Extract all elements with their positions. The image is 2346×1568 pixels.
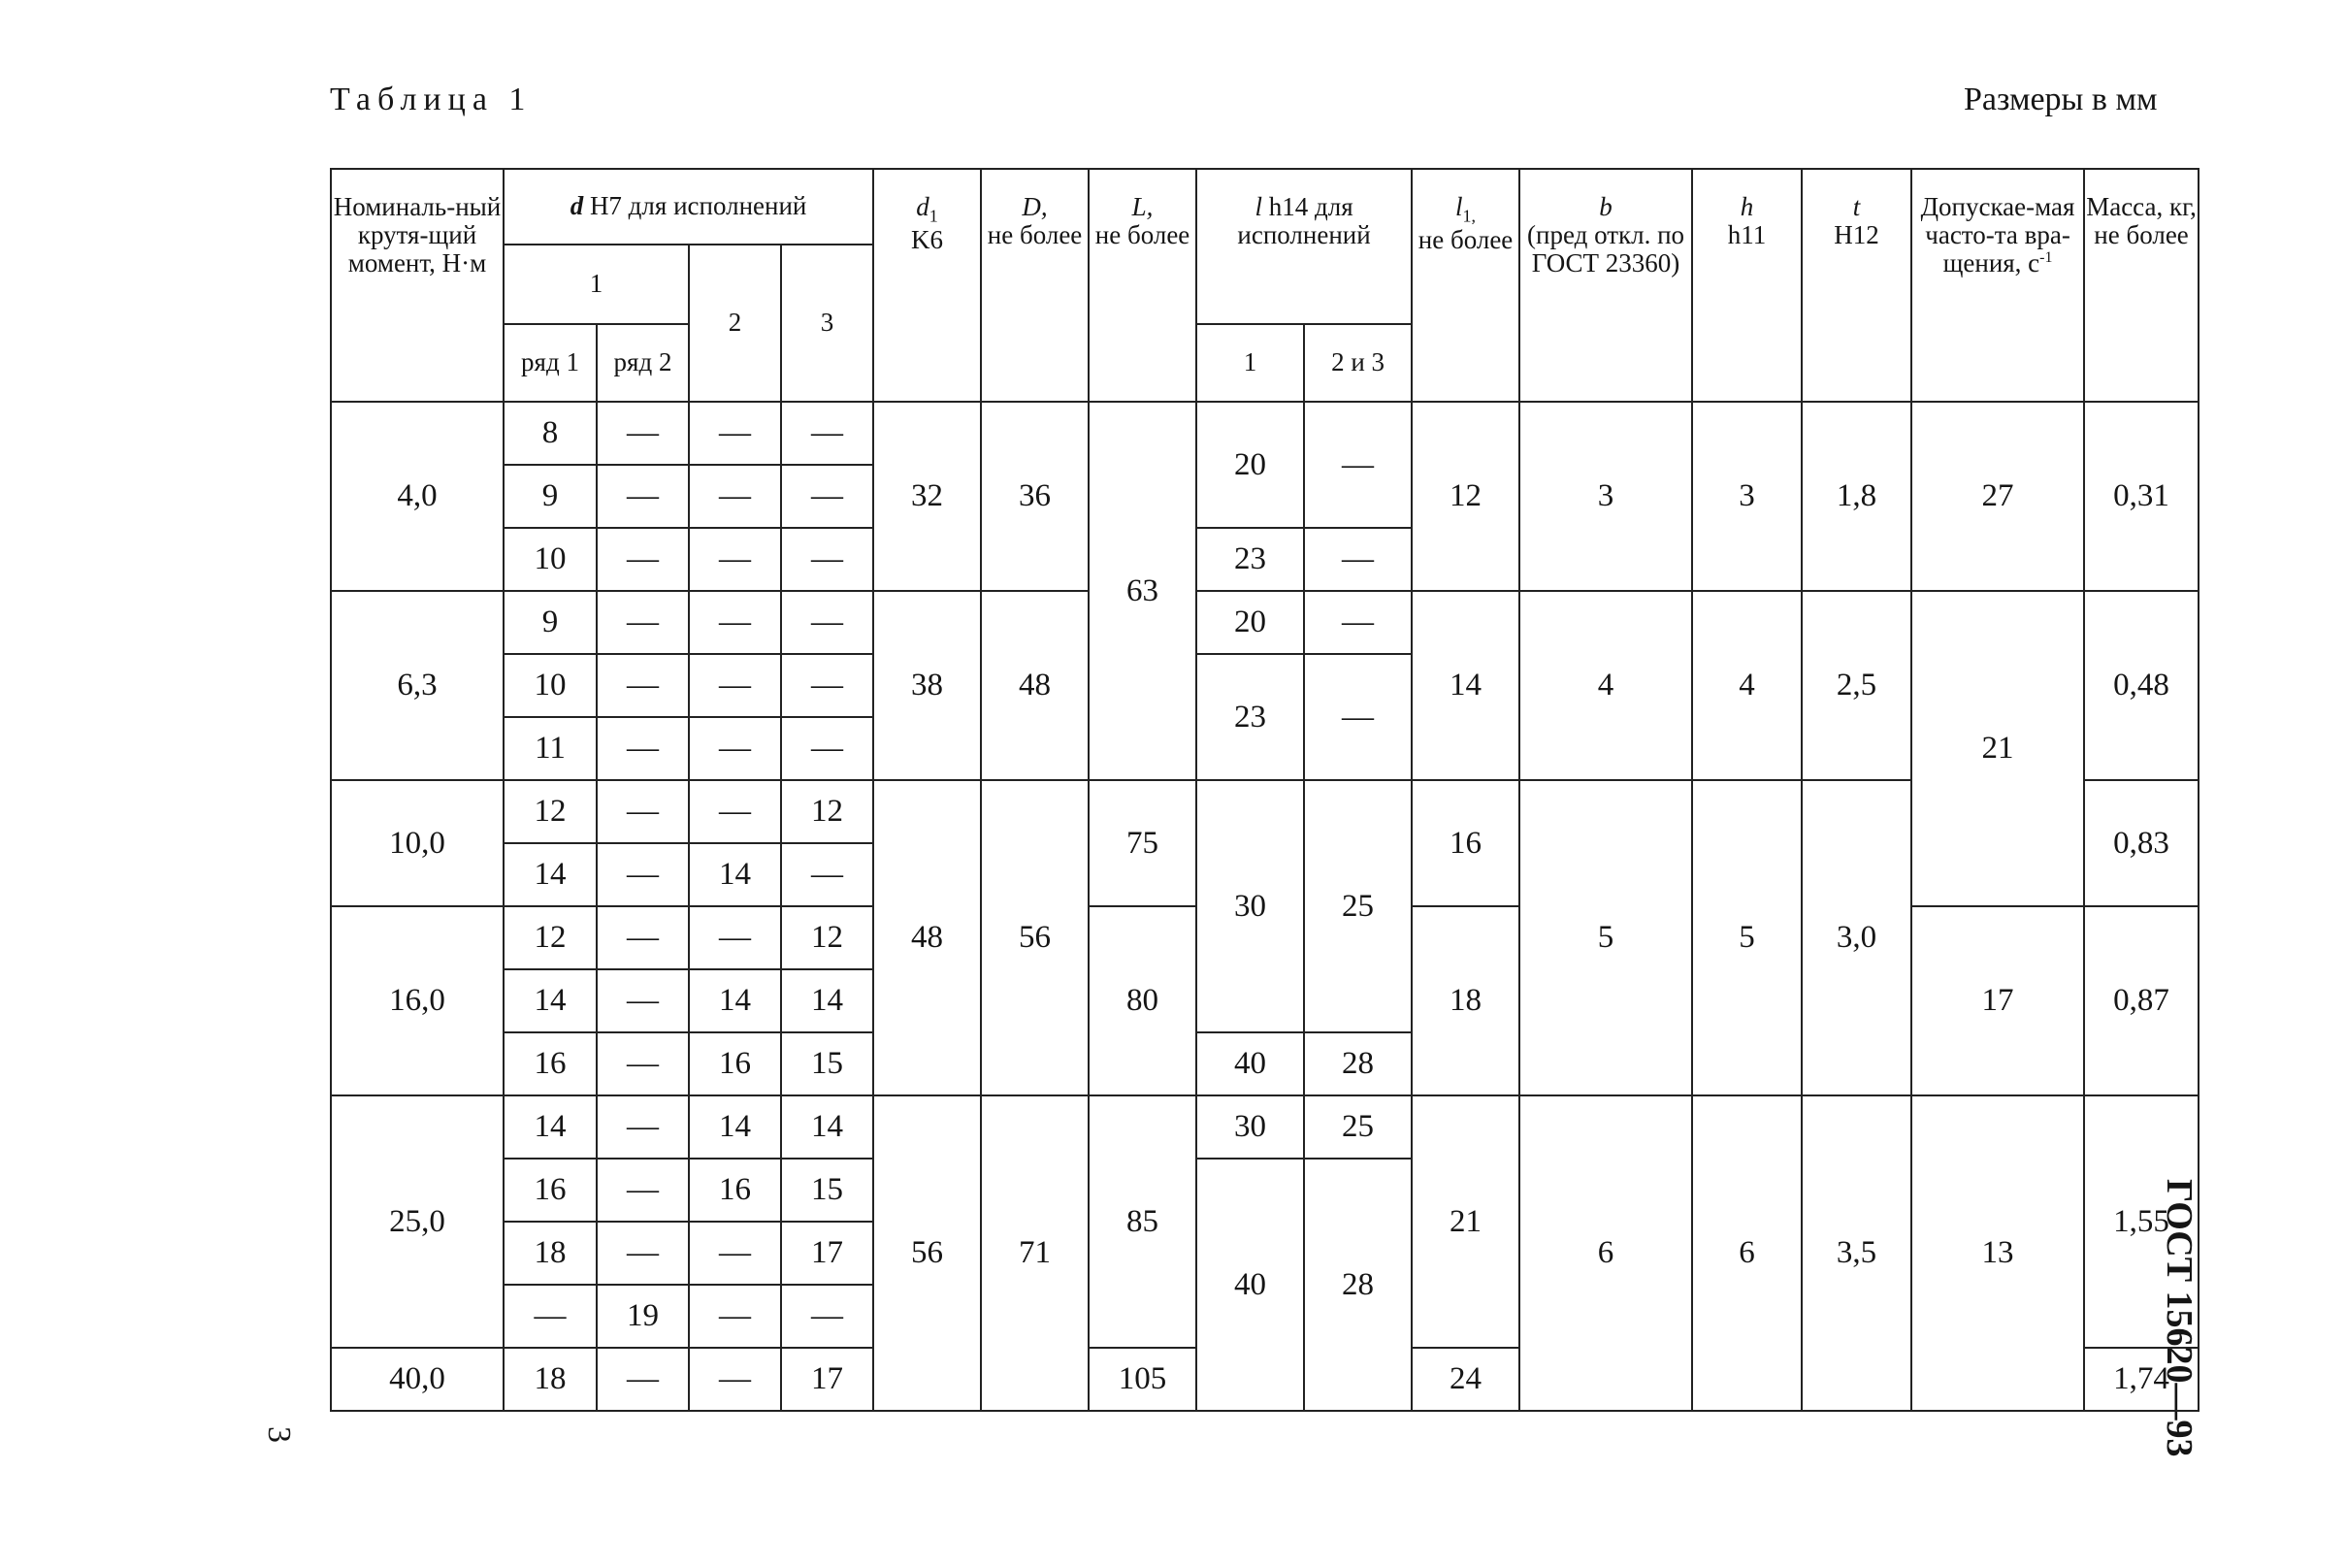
cell-h: 6 bbox=[1692, 1095, 1802, 1411]
header-d bbox=[504, 169, 873, 245]
cell-D: 48 bbox=[981, 591, 1089, 780]
cell-exec3: — bbox=[781, 654, 873, 717]
cell-l1: 18 bbox=[1412, 906, 1519, 1095]
header-l-symbol: l bbox=[1254, 192, 1262, 221]
header-d1-symbol: d bbox=[916, 192, 929, 221]
cell-torque: 40,0 bbox=[331, 1348, 504, 1411]
cell-d1: 38 bbox=[873, 591, 981, 780]
cell-exec3: — bbox=[781, 1285, 873, 1348]
cell-row1: 11 bbox=[504, 717, 597, 780]
cell-l-exec23: 28 bbox=[1304, 1032, 1412, 1095]
cell-l-exec1: 20 bbox=[1196, 402, 1304, 528]
cell-mass: 0,31 bbox=[2084, 402, 2199, 591]
cell-exec3: 17 bbox=[781, 1348, 873, 1411]
cell-exec2: 14 bbox=[689, 843, 781, 906]
cell-row2: — bbox=[597, 1159, 689, 1222]
cell-h: 4 bbox=[1692, 591, 1802, 780]
cell-row1: 14 bbox=[504, 1095, 597, 1159]
cell-torque: 10,0 bbox=[331, 780, 504, 906]
header-d1 bbox=[873, 169, 981, 402]
header-b bbox=[1519, 169, 1692, 402]
cell-row1: 18 bbox=[504, 1222, 597, 1285]
cell-l-exec1: 20 bbox=[1196, 591, 1304, 654]
table-row bbox=[331, 1095, 2199, 1159]
cell-mass: 1,74 bbox=[2084, 1348, 2199, 1411]
cell-row2: — bbox=[597, 465, 689, 528]
cell-l1: 16 bbox=[1412, 780, 1519, 906]
cell-h: 5 bbox=[1692, 780, 1802, 1095]
header-h-symbol: h bbox=[1740, 192, 1754, 221]
cell-exec2: — bbox=[689, 1285, 781, 1348]
header-l1-subscript: 1, bbox=[1462, 206, 1477, 226]
cell-exec2: — bbox=[689, 654, 781, 717]
cell-mass: 0,87 bbox=[2084, 906, 2199, 1095]
cell-exec3: — bbox=[781, 528, 873, 591]
cell-exec3: — bbox=[781, 717, 873, 780]
cell-row1: 14 bbox=[504, 843, 597, 906]
cell-exec2: — bbox=[689, 528, 781, 591]
cell-exec3: — bbox=[781, 591, 873, 654]
standard-code: ГОСТ 15620—93 bbox=[2159, 1179, 2199, 1457]
header-h bbox=[1692, 169, 1802, 402]
cell-row2: — bbox=[597, 969, 689, 1032]
cell-t: 1,8 bbox=[1802, 402, 1911, 591]
cell-b: 4 bbox=[1519, 591, 1692, 780]
cell-l-exec23: — bbox=[1304, 528, 1412, 591]
cell-row2: — bbox=[597, 654, 689, 717]
header-L bbox=[1089, 169, 1196, 402]
cell-row1: 18 bbox=[504, 1348, 597, 1411]
dimensions-table bbox=[330, 168, 2199, 1412]
header-L-label: не более bbox=[1094, 220, 1190, 250]
cell-L: 63 bbox=[1089, 402, 1196, 780]
cell-exec2: — bbox=[689, 591, 781, 654]
cell-l1: 21 bbox=[1412, 1095, 1519, 1348]
cell-D: 36 bbox=[981, 402, 1089, 591]
cell-mass: 1,55 bbox=[2084, 1095, 2199, 1348]
header-b-symbol: b bbox=[1599, 192, 1613, 221]
cell-h: 3 bbox=[1692, 402, 1802, 591]
cell-l-exec23: — bbox=[1304, 654, 1412, 780]
cell-exec3: 15 bbox=[781, 1032, 873, 1095]
cell-l-exec23: — bbox=[1304, 402, 1412, 528]
cell-exec2: — bbox=[689, 906, 781, 969]
cell-t: 3,0 bbox=[1802, 780, 1911, 1095]
cell-exec2: 16 bbox=[689, 1032, 781, 1095]
cell-d1: 32 bbox=[873, 402, 981, 591]
cell-frequency: 17 bbox=[1911, 906, 2084, 1095]
cell-exec3: 15 bbox=[781, 1159, 873, 1222]
header-torque: Номиналь-ный крутя-щий момент, Н·м bbox=[331, 169, 504, 402]
cell-D: 71 bbox=[981, 1095, 1089, 1411]
cell-frequency: 27 bbox=[1911, 402, 2084, 591]
cell-exec2: 14 bbox=[689, 969, 781, 1032]
cell-row2: — bbox=[597, 528, 689, 591]
cell-l-exec23: 25 bbox=[1304, 1095, 1412, 1159]
cell-t: 3,5 bbox=[1802, 1095, 1911, 1411]
cell-l-exec1: 23 bbox=[1196, 528, 1304, 591]
cell-row1: 9 bbox=[504, 591, 597, 654]
cell-frequency: 13 bbox=[1911, 1095, 2084, 1411]
cell-row2: — bbox=[597, 843, 689, 906]
cell-exec3: 14 bbox=[781, 969, 873, 1032]
cell-L: 105 bbox=[1089, 1348, 1196, 1411]
cell-L: 85 bbox=[1089, 1095, 1196, 1348]
header-L-symbol: L, bbox=[1131, 192, 1154, 221]
cell-row1: 12 bbox=[504, 780, 597, 843]
cell-exec3: — bbox=[781, 843, 873, 906]
header-l1-label: не более bbox=[1417, 224, 1514, 254]
header-l-label: h14 для исполнений bbox=[1237, 192, 1371, 250]
header-t-symbol: t bbox=[1852, 192, 1861, 221]
cell-row2: — bbox=[597, 780, 689, 843]
cell-row2: — bbox=[597, 591, 689, 654]
page-number: 3 bbox=[261, 1426, 297, 1443]
cell-exec3: 14 bbox=[781, 1095, 873, 1159]
cell-D: 56 bbox=[981, 780, 1089, 1095]
cell-exec3: — bbox=[781, 465, 873, 528]
cell-b: 6 bbox=[1519, 1095, 1692, 1411]
cell-exec3: 12 bbox=[781, 780, 873, 843]
header-t-tolerance: H12 bbox=[1834, 220, 1879, 250]
cell-l1: 14 bbox=[1412, 591, 1519, 780]
header-l-exec-1: 1 bbox=[1196, 324, 1304, 402]
header-D-label: не более bbox=[987, 220, 1083, 250]
table-row bbox=[331, 402, 2199, 465]
cell-l-exec1: 23 bbox=[1196, 654, 1304, 780]
header-frequency bbox=[1911, 169, 2084, 402]
cell-row2: — bbox=[597, 1348, 689, 1411]
cell-exec2: — bbox=[689, 780, 781, 843]
cell-exec3: 12 bbox=[781, 906, 873, 969]
cell-exec3: — bbox=[781, 402, 873, 465]
cell-row1: 9 bbox=[504, 465, 597, 528]
cell-exec3: 17 bbox=[781, 1222, 873, 1285]
header-b-label: (пред откл. по ГОСТ 23360) bbox=[1527, 220, 1685, 278]
cell-l-exec1: 40 bbox=[1196, 1032, 1304, 1095]
header-h-tolerance: h11 bbox=[1727, 220, 1767, 250]
cell-exec2: — bbox=[689, 1348, 781, 1411]
cell-exec2: — bbox=[689, 402, 781, 465]
cell-exec2: 16 bbox=[689, 1159, 781, 1222]
units-note: Размеры в мм bbox=[1964, 82, 2158, 117]
table-row bbox=[331, 591, 2199, 654]
header-l-exec-23: 2 и 3 bbox=[1304, 324, 1412, 402]
header-d1-subscript: 1 bbox=[929, 206, 938, 226]
cell-b: 3 bbox=[1519, 402, 1692, 591]
header-row-1: ряд 1 bbox=[504, 324, 597, 402]
cell-row1: — bbox=[504, 1285, 597, 1348]
header-d-symbol: d bbox=[570, 191, 584, 221]
header-d-label: Н7 для исполнений bbox=[589, 191, 807, 221]
header-t bbox=[1802, 169, 1911, 402]
header-d1-tolerance: K6 bbox=[911, 224, 944, 254]
cell-row2: — bbox=[597, 1032, 689, 1095]
header-exec-2: 2 bbox=[689, 245, 781, 402]
cell-d1: 48 bbox=[873, 780, 981, 1095]
header-l1-symbol: l bbox=[1455, 192, 1463, 221]
cell-l-exec23: 25 bbox=[1304, 780, 1412, 1032]
cell-l-exec23: 28 bbox=[1304, 1159, 1412, 1411]
cell-torque: 16,0 bbox=[331, 906, 504, 1095]
cell-row2: 19 bbox=[597, 1285, 689, 1348]
cell-frequency: 21 bbox=[1911, 591, 2084, 906]
cell-exec2: 14 bbox=[689, 1095, 781, 1159]
cell-row1: 12 bbox=[504, 906, 597, 969]
cell-l1: 12 bbox=[1412, 402, 1519, 591]
header-D bbox=[981, 169, 1089, 402]
cell-row1: 10 bbox=[504, 654, 597, 717]
header-frequency-exponent: -1 bbox=[2039, 249, 2053, 267]
cell-l-exec23: — bbox=[1304, 591, 1412, 654]
header-l1 bbox=[1412, 169, 1519, 402]
header-mass: Масса, кг, не более bbox=[2084, 169, 2199, 402]
table-title: Таблица 1 bbox=[330, 82, 533, 117]
cell-mass: 0,83 bbox=[2084, 780, 2199, 906]
cell-torque: 4,0 bbox=[331, 402, 504, 591]
cell-row2: — bbox=[597, 906, 689, 969]
cell-row1: 16 bbox=[504, 1032, 597, 1095]
cell-b: 5 bbox=[1519, 780, 1692, 1095]
cell-row1: 14 bbox=[504, 969, 597, 1032]
header-frequency-label: Допускае-мая часто-та вра-щения, с bbox=[1920, 192, 2075, 278]
cell-exec2: — bbox=[689, 717, 781, 780]
cell-row2: — bbox=[597, 717, 689, 780]
cell-d1: 56 bbox=[873, 1095, 981, 1411]
cell-row1: 10 bbox=[504, 528, 597, 591]
cell-l-exec1: 40 bbox=[1196, 1159, 1304, 1411]
header-l bbox=[1196, 169, 1412, 324]
cell-L: 75 bbox=[1089, 780, 1196, 906]
cell-row2: — bbox=[597, 1095, 689, 1159]
cell-l-exec1: 30 bbox=[1196, 780, 1304, 1032]
cell-row2: — bbox=[597, 1222, 689, 1285]
cell-l-exec1: 30 bbox=[1196, 1095, 1304, 1159]
header-exec-1: 1 bbox=[504, 245, 689, 324]
header-row-2: ряд 2 bbox=[597, 324, 689, 402]
cell-exec2: — bbox=[689, 1222, 781, 1285]
header-exec-3: 3 bbox=[781, 245, 873, 402]
cell-t: 2,5 bbox=[1802, 591, 1911, 780]
cell-mass: 0,48 bbox=[2084, 591, 2199, 780]
cell-l1: 24 bbox=[1412, 1348, 1519, 1411]
cell-row2: — bbox=[597, 402, 689, 465]
header-D-symbol: D, bbox=[1022, 192, 1048, 221]
cell-torque: 25,0 bbox=[331, 1095, 504, 1348]
cell-row1: 16 bbox=[504, 1159, 597, 1222]
cell-L: 80 bbox=[1089, 906, 1196, 1095]
cell-row1: 8 bbox=[504, 402, 597, 465]
cell-exec2: — bbox=[689, 465, 781, 528]
cell-torque: 6,3 bbox=[331, 591, 504, 780]
